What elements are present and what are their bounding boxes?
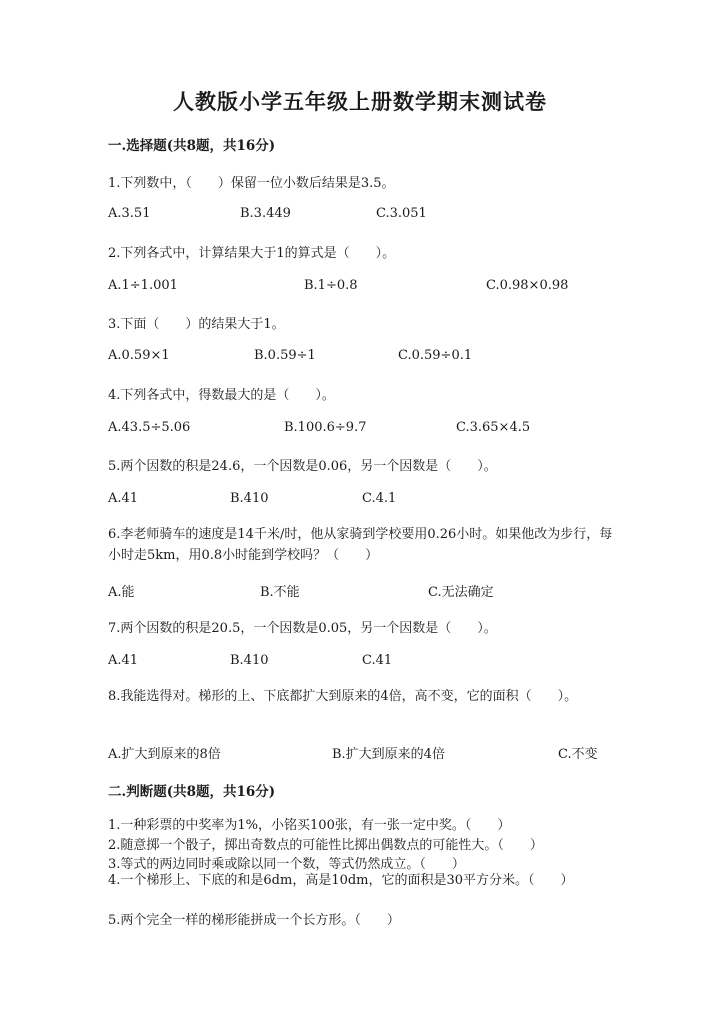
option-1a: A.3.51 — [108, 206, 151, 221]
option-5b: B.410 — [230, 491, 269, 506]
option-7a: A.41 — [108, 653, 139, 668]
judgment-5: 5.两个完全一样的梯形能拼成一个长方形。（ ） — [108, 913, 400, 928]
question-3: 3.下面（ ）的结果大于1。 — [108, 317, 285, 332]
judgment-3: 3.等式的两边同时乘或除以同一个数，等式仍然成立。（ ） — [108, 857, 465, 872]
option-8c: C.不变 — [558, 747, 598, 762]
option-3a: A.0.59×1 — [108, 348, 170, 363]
option-1c: C.3.051 — [376, 206, 427, 221]
option-6b: B.不能 — [260, 585, 300, 600]
question-8: 8.我能选得对。梯形的上、下底都扩大到原来的4倍，高不变，它的面积（ ）。 — [108, 689, 578, 704]
option-6a: A.能 — [108, 585, 135, 600]
option-1b: B.3.449 — [240, 206, 291, 221]
option-7b: B.410 — [230, 653, 269, 668]
option-8a: A.扩大到原来的8倍 — [108, 747, 221, 762]
question-5: 5.两个因数的积是24.6，一个因数是0.06，另一个因数是（ ）。 — [108, 459, 497, 474]
option-3c: C.0.59÷0.1 — [398, 348, 473, 363]
judgment-1: 1.一种彩票的中奖率为1%，小铭买100张，有一张一定中奖。（ ） — [108, 818, 511, 833]
option-6c: C.无法确定 — [428, 585, 494, 600]
option-2c: C.0.98×0.98 — [486, 278, 569, 293]
option-2b: B.1÷0.8 — [304, 278, 358, 293]
option-4c: C.3.65×4.5 — [456, 420, 531, 435]
question-1: 1.下列数中，（ ）保留一位小数后结果是3.5。 — [108, 176, 395, 191]
option-5c: C.4.1 — [362, 491, 397, 506]
judgment-4: 4.一个梯形上、下底的和是6dm，高是10dm，它的面积是30平方分米。（ ） — [108, 873, 574, 888]
option-7c: C.41 — [362, 653, 393, 668]
question-2: 2.下列各式中，计算结果大于1的算式是（ ）。 — [108, 246, 396, 261]
page-title: 人教版小学五年级上册数学期末测试卷 — [173, 89, 547, 114]
option-5a: A.41 — [108, 491, 139, 506]
section-1-heading: 一.选择题(共8题，共16分) — [108, 138, 276, 154]
question-6: 6.李老师骑车的速度是14千米/时，他从家骑到学校要用0.26小时。如果他改为步行，每小时走5km，用0.8小时能到学校吗？（ ） — [108, 527, 613, 563]
section-2-heading: 二.判断题(共8题，共16分) — [108, 784, 276, 800]
option-2a: A.1÷1.001 — [108, 278, 178, 293]
option-8b: B.扩大到原来的4倍 — [332, 747, 445, 762]
option-4b: B.100.6÷9.7 — [284, 420, 367, 435]
option-3b: B.0.59÷1 — [254, 348, 316, 363]
judgment-2: 2.随意掷一个骰子，掷出奇数点的可能性比掷出偶数点的可能性大。（ ） — [108, 838, 543, 853]
option-4a: A.43.5÷5.06 — [108, 420, 191, 435]
question-4: 4.下列各式中，得数最大的是（ ）。 — [108, 388, 335, 403]
question-7: 7.两个因数的积是20.5，一个因数是0.05，另一个因数是（ ）。 — [108, 621, 497, 636]
